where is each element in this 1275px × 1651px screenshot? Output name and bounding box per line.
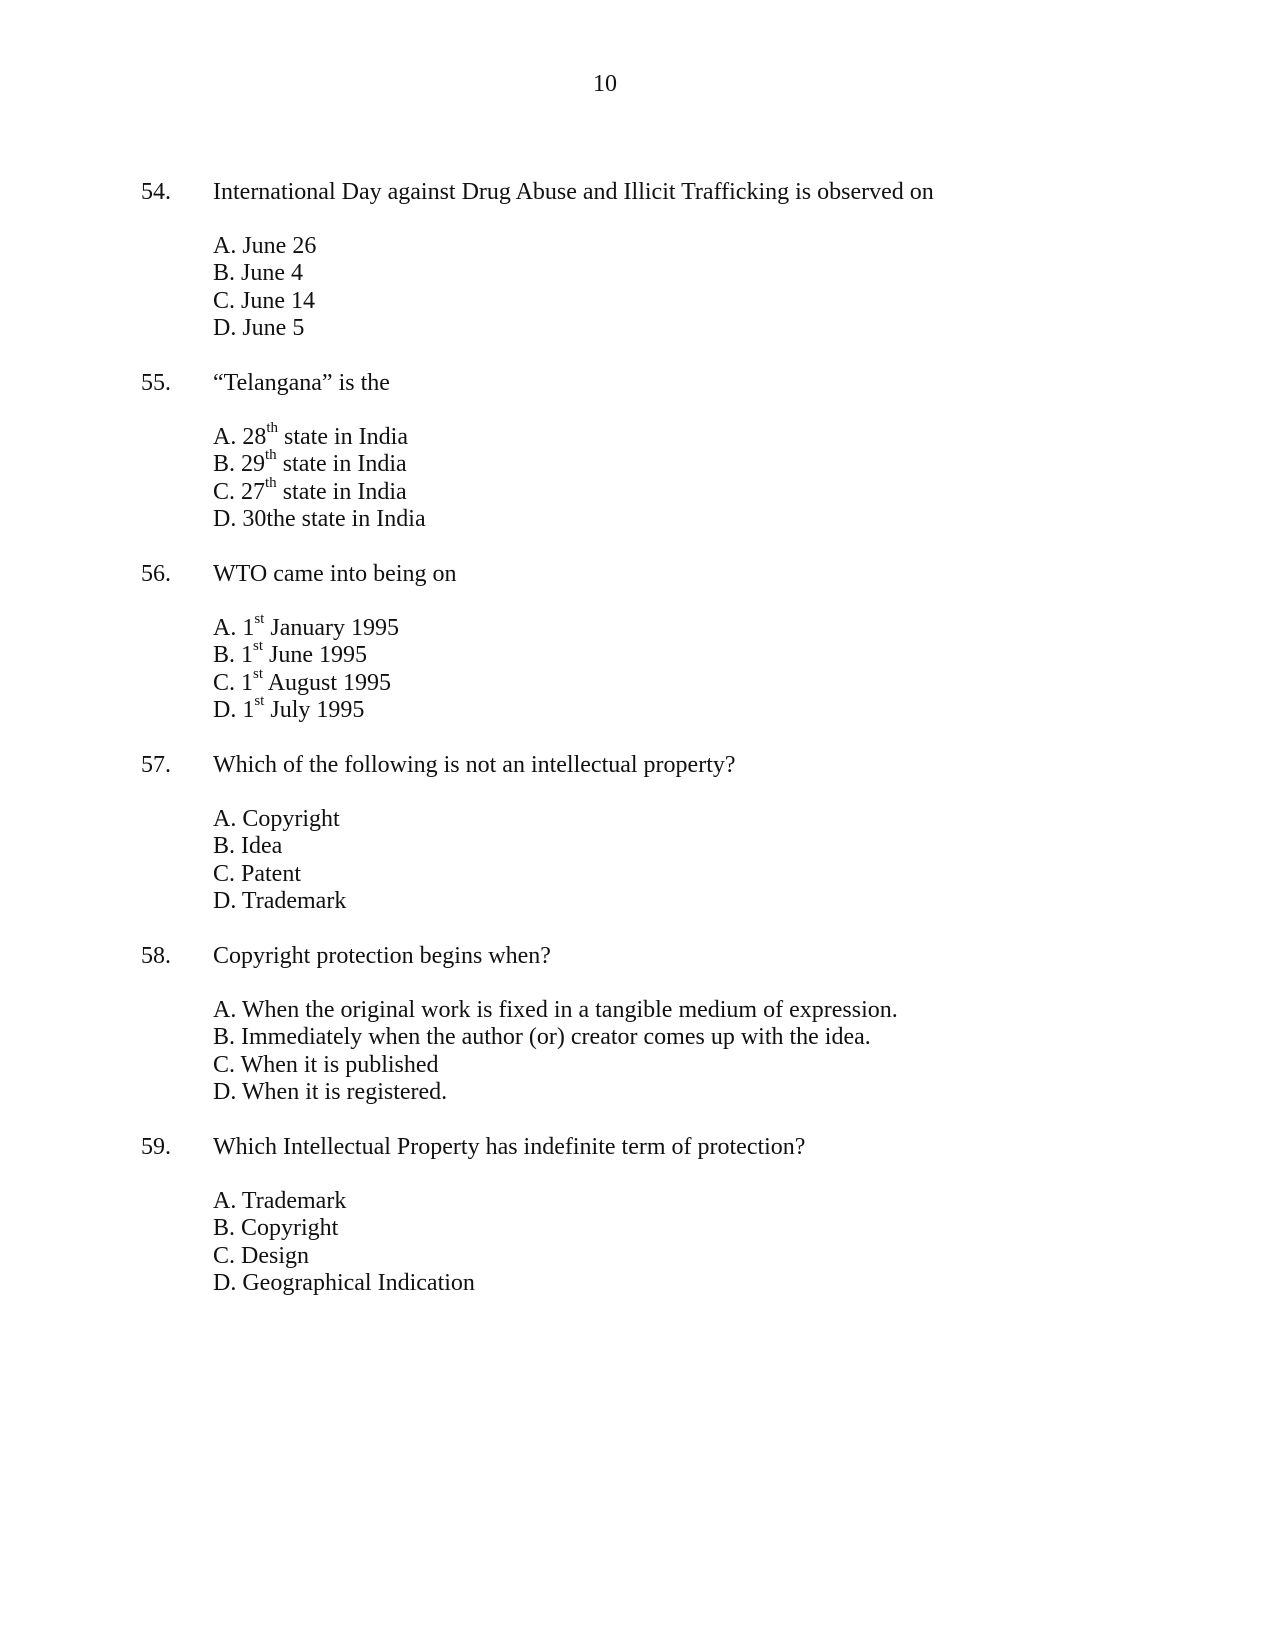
option-text: A. Trademark <box>213 1188 347 1214</box>
ordinal-suffix: st <box>254 692 265 709</box>
ordinal-suffix: th <box>266 420 279 436</box>
option-d <box>213 1079 898 1106</box>
option-text: C. June 14 <box>213 287 315 314</box>
question-number: 56. <box>141 561 171 587</box>
option-list <box>213 233 316 342</box>
ordinal-suffix: st <box>253 638 264 655</box>
option-d <box>213 692 399 724</box>
option-text: B. 29 <box>213 451 266 478</box>
option-c <box>213 861 346 888</box>
option-text: A. Copyright <box>213 806 340 832</box>
option-b <box>213 260 316 287</box>
option-b <box>213 833 346 860</box>
ordinal-suffix: th <box>265 474 277 491</box>
option-a <box>213 997 898 1024</box>
option-text: B. Idea <box>213 833 283 860</box>
option-a <box>213 233 316 260</box>
option-text-rest: July 1995 <box>264 696 365 723</box>
option-list <box>213 806 346 915</box>
question-number: 59. <box>141 1134 171 1160</box>
option-a <box>213 806 346 833</box>
option-text: A. 1 <box>213 615 255 641</box>
option-c <box>213 288 316 315</box>
option-b <box>213 1215 475 1242</box>
option-text-rest: state in India <box>276 478 407 505</box>
option-d <box>213 1270 475 1297</box>
option-c <box>213 1243 475 1270</box>
option-text-rest: August 1995 <box>263 669 392 696</box>
page-number: 10 <box>593 71 617 97</box>
ordinal-suffix: st <box>253 665 264 682</box>
option-b <box>213 447 426 478</box>
option-text: C. Design <box>213 1242 309 1269</box>
ordinal-suffix: st <box>254 611 265 627</box>
option-text: D. 30the state in India <box>213 505 426 532</box>
option-a <box>213 1188 475 1215</box>
option-d <box>213 506 426 533</box>
question-text: International Day against Drug Abuse and Illicit Trafficking is observed on <box>213 179 934 205</box>
option-text: D. When it is registered. <box>213 1078 448 1105</box>
option-text-rest: state in India <box>276 451 407 478</box>
question-text: “Telangana” is the <box>213 370 390 396</box>
option-a <box>213 611 399 642</box>
question-text: Copyright protection begins when? <box>213 943 551 969</box>
option-text-rest: state in India <box>278 424 408 450</box>
option-text: D. Geographical Indication <box>213 1269 475 1296</box>
option-text: D. Trademark <box>213 887 347 914</box>
option-text: B. June 4 <box>213 260 303 287</box>
option-list <box>213 611 399 724</box>
option-text: D. June 5 <box>213 314 305 341</box>
option-list <box>213 1188 475 1297</box>
ordinal-suffix: th <box>265 447 277 464</box>
option-text: D. 1 <box>213 696 255 723</box>
option-text: A. June 26 <box>213 233 317 259</box>
option-text: C. 1 <box>213 669 254 696</box>
question-number: 55. <box>141 370 171 396</box>
question-text: Which of the following is not an intellectual property? <box>213 752 736 778</box>
option-c <box>213 474 426 506</box>
option-b <box>213 638 399 669</box>
option-text: C. When it is published <box>213 1051 439 1078</box>
option-c <box>213 1052 898 1079</box>
option-text-rest: January 1995 <box>264 615 399 641</box>
option-b <box>213 1024 898 1051</box>
option-list <box>213 997 898 1106</box>
question-number: 58. <box>141 943 171 969</box>
option-text: A. When the original work is fixed in a tangible medium of expression. <box>213 997 898 1023</box>
option-c <box>213 665 399 697</box>
question-text: Which Intellectual Property has indefinite term of protection? <box>213 1134 806 1160</box>
option-text: A. 28 <box>213 424 267 450</box>
option-d <box>213 888 346 915</box>
option-text: B. Copyright <box>213 1215 339 1242</box>
option-a <box>213 420 426 451</box>
option-d <box>213 315 316 342</box>
question-text: WTO came into being on <box>213 561 457 587</box>
question-number: 57. <box>141 752 171 778</box>
question-number: 54. <box>141 179 171 205</box>
option-text: B. Immediately when the author (or) creator comes up with the idea. <box>213 1024 871 1051</box>
option-text: C. Patent <box>213 860 301 887</box>
option-list <box>213 420 426 533</box>
option-text-rest: June 1995 <box>263 642 368 669</box>
option-text: B. 1 <box>213 642 254 669</box>
option-text: C. 27 <box>213 478 266 505</box>
